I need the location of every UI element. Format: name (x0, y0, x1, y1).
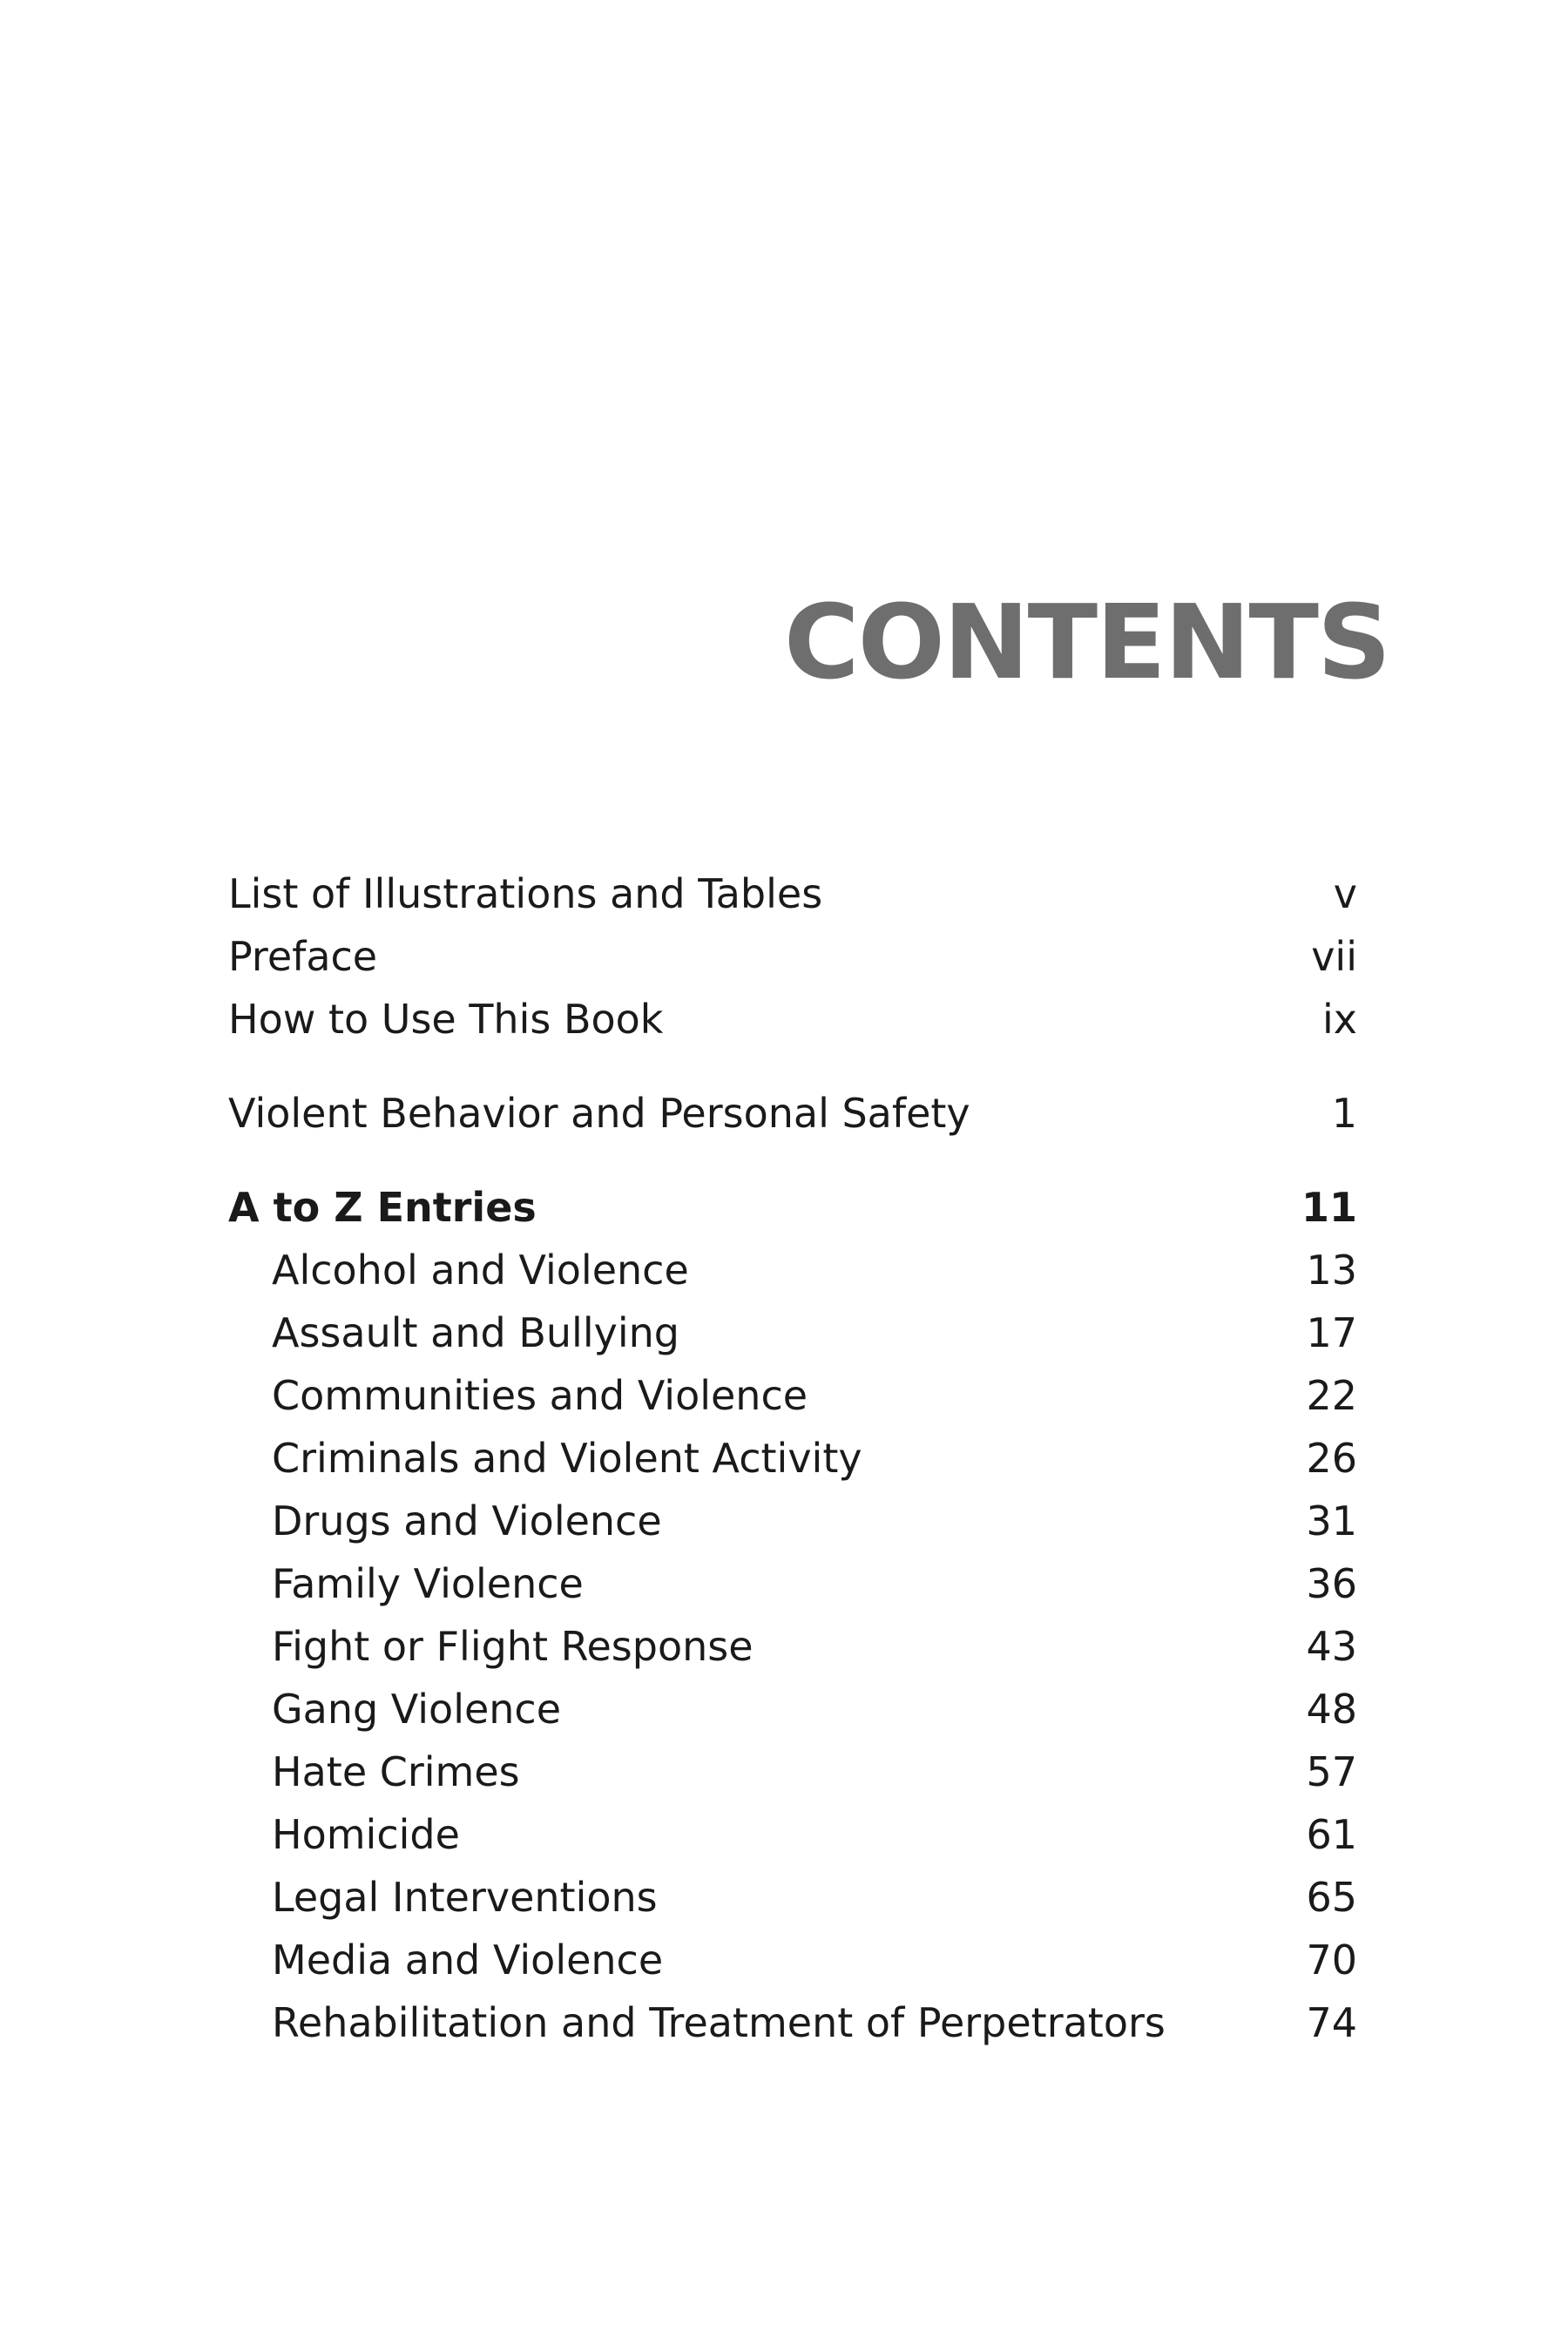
toc-entry-label: Communities and Violence (272, 1372, 808, 1419)
toc-item-preface[interactable] (228, 925, 1357, 988)
toc-section-a-to-z[interactable] (228, 1176, 1357, 1239)
toc-entries-list (228, 1239, 1357, 2054)
toc-entry[interactable] (228, 1364, 1357, 1427)
toc-entry[interactable] (228, 1678, 1357, 1740)
toc-item-label: List of Illustrations and Tables (228, 870, 823, 917)
spacer (228, 1145, 1357, 1176)
toc-entry-page: 31 (1306, 1497, 1357, 1544)
toc-entry[interactable] (228, 1866, 1357, 1929)
toc-entry[interactable] (228, 1991, 1357, 2054)
toc-entry[interactable] (228, 1552, 1357, 1615)
toc-entry-page: 70 (1306, 1936, 1357, 1984)
toc-entry-label: Fight or Flight Response (272, 1623, 754, 1670)
toc-item-page: v (1333, 870, 1357, 917)
toc-entry-label: Legal Interventions (272, 1874, 658, 1921)
toc-entry-page: 65 (1306, 1874, 1357, 1921)
toc-entry-label: Drugs and Violence (272, 1497, 662, 1544)
toc-entry-label: Rehabilitation and Treatment of Perpetrators (272, 1999, 1166, 2046)
toc-entry-page: 57 (1306, 1748, 1357, 1795)
toc-entry-page: 74 (1306, 1999, 1357, 2046)
toc-entry-label: Alcohol and Violence (272, 1247, 689, 1294)
toc-entry[interactable] (228, 1803, 1357, 1866)
toc-entry-label: Homicide (272, 1811, 460, 1858)
toc-entry-page: 43 (1306, 1623, 1357, 1670)
toc-entry[interactable] (228, 1239, 1357, 1301)
toc-entry[interactable] (228, 1615, 1357, 1678)
toc-entry-page: 61 (1306, 1811, 1357, 1858)
toc-entry-label: Media and Violence (272, 1936, 664, 1984)
toc-entry[interactable] (228, 1929, 1357, 1991)
toc-item-page: vii (1311, 933, 1357, 980)
toc-entry-label: Hate Crimes (272, 1748, 520, 1795)
toc-item-page: ix (1321, 996, 1357, 1043)
toc-entry[interactable] (228, 1301, 1357, 1364)
toc-entry-page: 26 (1306, 1435, 1357, 1482)
toc-entry-label: Criminals and Violent Activity (272, 1435, 862, 1482)
spacer (228, 1051, 1357, 1082)
toc-item-label: Preface (228, 933, 378, 980)
toc-entry-page: 17 (1306, 1309, 1357, 1356)
page-title: CONTENTS (784, 582, 1389, 702)
toc-entry-page: 22 (1306, 1372, 1357, 1419)
toc-item-violent-behavior[interactable] (228, 1082, 1357, 1145)
toc-entry[interactable] (228, 1490, 1357, 1552)
table-of-contents (228, 862, 1357, 2054)
toc-item-how-to-use[interactable] (228, 988, 1357, 1051)
toc-item-page: 1 (1331, 1090, 1357, 1137)
toc-section-page: 11 (1301, 1184, 1357, 1231)
toc-entry-page: 48 (1306, 1686, 1357, 1733)
toc-entry[interactable] (228, 1740, 1357, 1803)
toc-entry-label: Assault and Bullying (272, 1309, 679, 1356)
toc-item-list-of-illustrations[interactable] (228, 862, 1357, 925)
toc-entry-label: Gang Violence (272, 1686, 562, 1733)
toc-entry-label: Family Violence (272, 1560, 584, 1607)
toc-item-label: Violent Behavior and Personal Safety (228, 1090, 970, 1137)
toc-entry[interactable] (228, 1427, 1357, 1490)
toc-entry-page: 13 (1306, 1247, 1357, 1294)
toc-section-label: A to Z Entries (228, 1184, 537, 1231)
toc-entry-page: 36 (1306, 1560, 1357, 1607)
toc-item-label: How to Use This Book (228, 996, 664, 1043)
